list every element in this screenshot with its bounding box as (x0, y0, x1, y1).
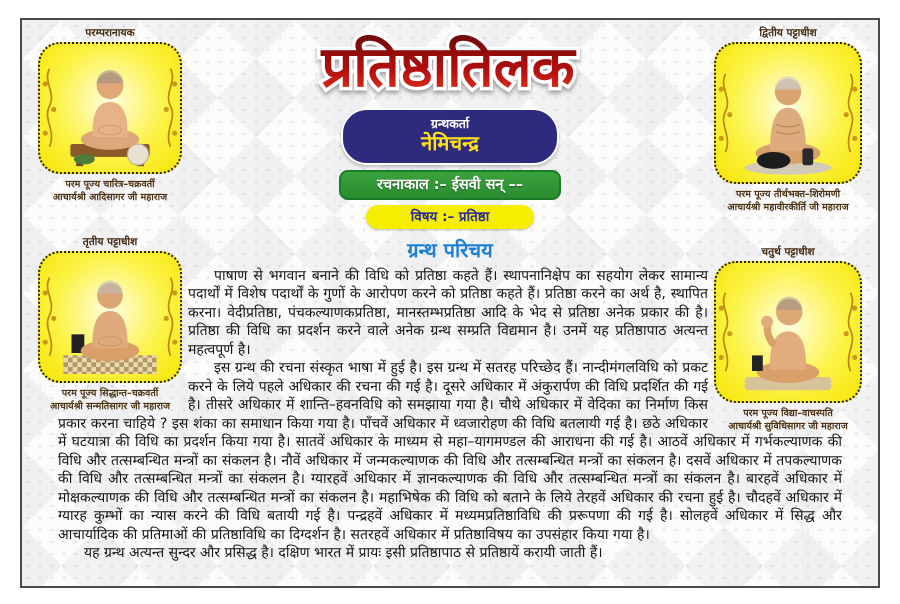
monk-title: चतुर्थ पट्टाधीश (761, 245, 815, 258)
floral-ornament-icon (41, 263, 58, 371)
right-photo-column (708, 26, 868, 433)
floral-ornament-icon (41, 54, 58, 162)
author-badge (341, 108, 559, 165)
body-paragraph: इस ग्रन्थ की रचना संस्कृत भाषा में हुई है। इस ग्रन्थ में सतरह परिच्छेद हैं। नान्दीमंगलविधि को प्रकट करने के लिये पहले अधिकार की रचना की गई है। दूसरे अधिकार में अंकुरार्पण की विधि प्रदर्शित की गई है। तीसरे अधिकार में शान्ति–हवनविधि को समझाया गया है। चौथे अधिकार में वेदिका का निर्माण किस प्रकार करना चाहिये ? इस शंका का समाधान किया गया है। पाँचवें अधिकार में ध्वजारोहण की विधि बतलायी गई है। छठे अधिकार में घटयात्रा की विधि का प्रदर्शन किया गया है। सातवें अधिकार के माध्यम से महा–यागमण्डल की आराधना की गई है। आठवें अधिकार में गर्भकल्याणक की विधि और तत्सम्बन्धित मन्त्रों का संकलन है। नौवें अधिकार में जन्मकल्याणक की विधि और तत्सम्बन्धित मन्त्रों का संकलन है। दसवें अधिकार में तपकल्याणक की विधि और तत्सम्बन्धित मन्त्रों का संकलन है। ग्यारहवें अधिकार में ज्ञानकल्याणक की विधि और तत्सम्बन्धित मन्त्रों का संकलन है। बारहवें अधिकार में मोक्षकल्याणक की विधि और तत्सम्बन्धित मन्त्रों का संकलन है। महाभिषेक की विधि को बताने के लिये तेरहवें अधिकार की रचना हुई है। चौदहवें अधिकार में ग्यारह कुम्भों का न्यास करने की विधि बतायी गई है। पन्द्रहवें अधिकार में मध्यमप्रतिष्ठाविधि की प्ररूपणा की गई है। सोलहवें अधिकार में सिद्ध और आचार्यादिक की प्रतिमाओं की प्रतिष्ठाविधि का दिग्दर्शन है। सतरहवें अधिकार में प्रतिष्ठाविषय का उपसंहार किया गया है। (58, 360, 842, 543)
author-label: ग्रन्थकर्ता (430, 116, 470, 131)
intro-heading: ग्रन्थ परिचय (407, 238, 493, 262)
floral-ornament-icon (842, 55, 859, 171)
floral-ornament-icon (162, 54, 179, 162)
composition-period-bar: रचनाकाल :– ईसवी सन् –– (339, 170, 561, 200)
subject-bar: विषय :– प्रतिष्ठा (366, 205, 534, 229)
body-paragraph: पाषाण से भगवान बनाने की विधि को प्रतिष्ठा कहते हैं। स्थापनानिक्षेप का सहयोग लेकर सामान्य पदार्थों में विशेष पदार्थों के गुणों के आरोपण करने को प्रतिष्ठा कहते हैं। प्रतिष्ठा करने का अर्थ है, स्थापित करना। वेदीप्रतिष्ठा, पंचकल्याणकप्रतिष्ठा, मानस्तम्भप्रतिष्ठा आदि के भेद से प्रतिष्ठा अनेक प्रकार की है। प्रतिष्ठा की विधि का प्रदर्शन करने वाले अनेक ग्रन्थ सम्प्रति विद्यमान है। उनमें यह प्रतिष्ठापाठ अत्यन्त महत्वपूर्ण है। (188, 268, 708, 358)
monk-caption: परम पूज्य तीर्थभक्त–शिरोमणी आचार्यश्री महावीरकीर्ति जी महाराज (727, 189, 849, 214)
monk-card-mid-left (32, 235, 188, 414)
floral-ornament-icon (162, 263, 179, 371)
monk-illustration (40, 253, 180, 381)
poster-frame (20, 18, 880, 588)
page-title-art (213, 26, 683, 108)
monk-card-top-left (32, 26, 188, 205)
floral-ornament-icon (717, 274, 734, 390)
monk-title: द्वितीय पट्टाधीश (759, 27, 817, 39)
monk-caption: परम पूज्य विद्या–वाचस्पति आचार्यश्री सुविधिसागर जी महाराज (728, 407, 848, 432)
monk-title: तृतीय पट्टाधीश (82, 235, 138, 248)
monk-card-top-right (708, 26, 868, 215)
monk-illustration (716, 263, 860, 401)
monk-illustration (40, 44, 180, 172)
monk-caption: परम पूज्य चारित्र–चक्रवर्ती आचार्यश्री आदिसागर जी महाराज (52, 179, 168, 204)
monk-photo (714, 42, 862, 184)
floral-ornament-icon (842, 274, 859, 390)
monk-title: परम्परानायक (85, 27, 135, 39)
left-photo-column (32, 26, 188, 413)
body-paragraph: यह ग्रन्थ अत्यन्त सुन्दर और प्रसिद्ध है। दक्षिण भारत में प्रायः इसी प्रतिष्ठापाठ से प्रतिष्ठायें करायी जाती हैं। (84, 545, 603, 562)
floral-ornament-icon (717, 55, 734, 171)
author-name: नेमिचन्द्र (421, 131, 479, 155)
monk-photo (714, 261, 862, 403)
monk-illustration (716, 44, 860, 182)
monk-photo (38, 42, 182, 174)
monk-card-mid-right (708, 245, 868, 434)
page-title: प्रतिष्ठातिलक (321, 35, 575, 100)
monk-caption: परम पूज्य सिद्धान्त–चक्रवर्ती आचार्यश्री सन्मतिसागर जी महाराज (49, 387, 171, 412)
monk-photo (38, 251, 182, 383)
